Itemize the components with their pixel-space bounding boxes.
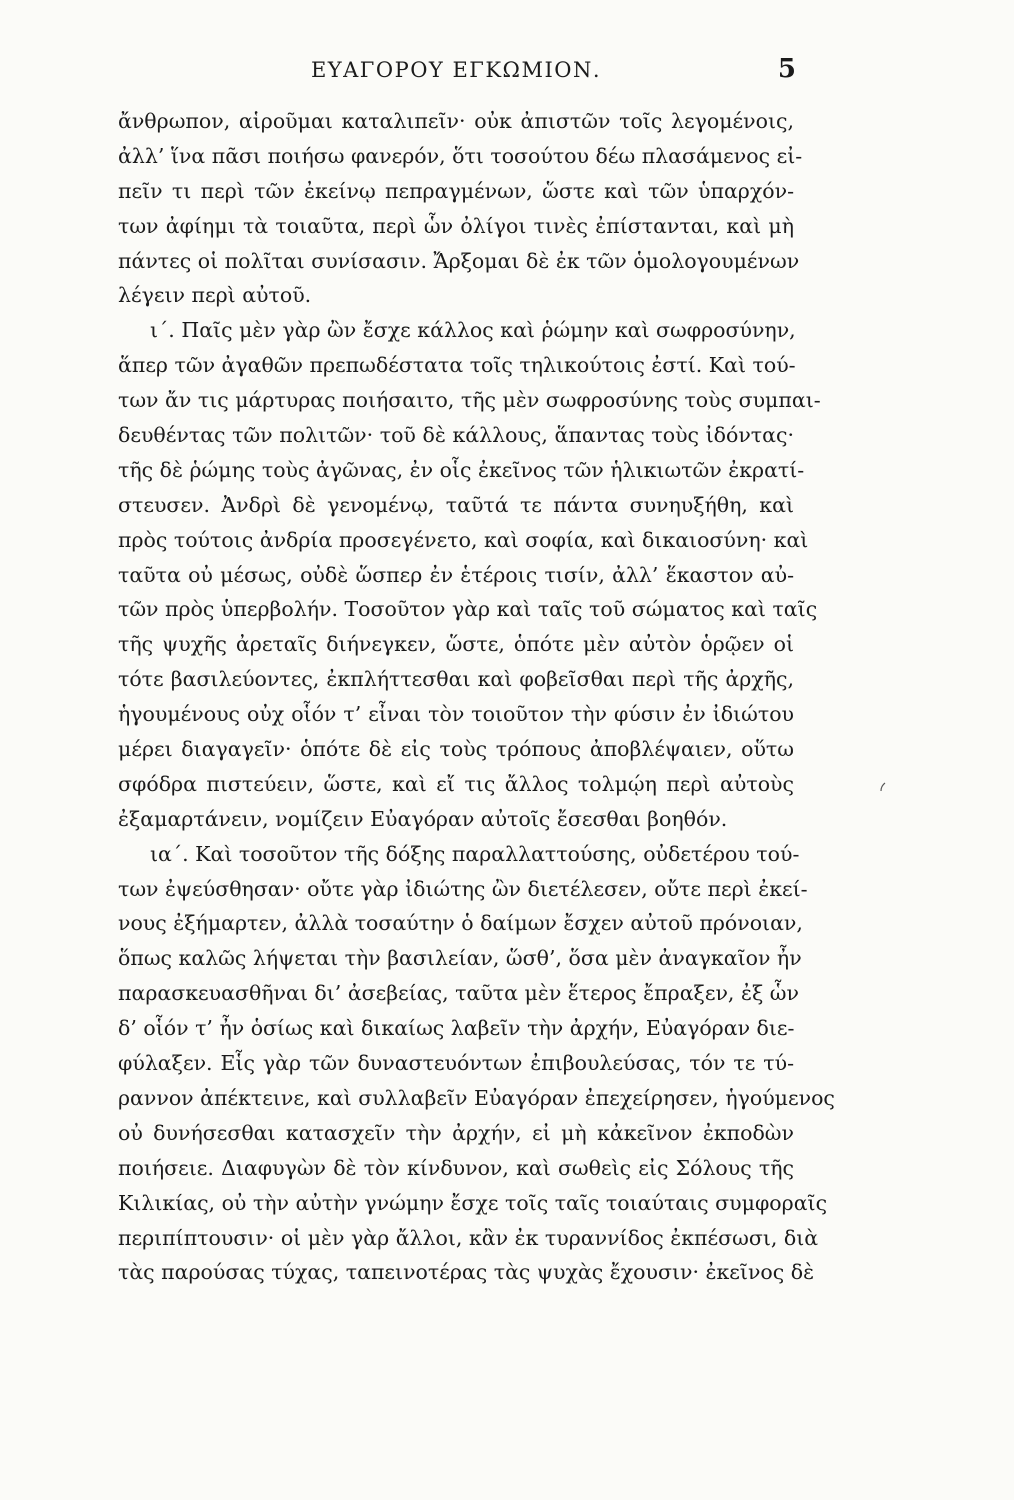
text-line: ἐξαμαρτάνειν, νομίζειν Εὐαγόραν αὐτοῖς ἔσεσθαι βοηθόν. [118, 806, 728, 831]
text-line: δ’ οἷόν τ’ ἦν ὁσίως καὶ δικαίως λαβεῖν τὴν ἀρχήν, Εὐαγόραν διε- [118, 1016, 795, 1041]
text-line: πάντες οἱ πολῖται συνίσασιν. Ἄρξομαι δὲ ἐκ τῶν ὁμολογουμένων [118, 248, 800, 273]
running-title: ΕΥΑΓΟΡΟΥ ΕΓΚΩΜΙΟΝ. [310, 58, 602, 82]
text-line: των ἐψεύσθησαν· οὔτε γὰρ ἰδιώτης ὢν διετέλεσεν, οὔτε περὶ ἐκεί- [118, 876, 808, 901]
text-line: στευσεν. Ἀνδρὶ δὲ γενομένῳ, ταῦτά τε πάντα συνηυξήθη, καὶ [118, 492, 794, 517]
text-line: ἄνθρωπον, αἱροῦμαι καταλιπεῖν· οὐκ ἀπιστῶν τοῖς λεγομένοις, [118, 109, 794, 133]
margin-mark-icon [879, 782, 887, 792]
text-line: ἅπερ τῶν ἀγαθῶν πρεπωδέστατα τοῖς τηλικούτοις ἐστί. Καὶ τού- [118, 353, 796, 378]
text-line: τῆς ψυχῆς ἀρεταῖς διήνεγκεν, ὥστε, ὁπότε μὲν αὐτὸν ὁρῷεν οἱ [118, 632, 794, 657]
text-line: ὅπως καλῶς λήψεται τὴν βασιλείαν, ὥσθ’, ὅσα μὲν ἀναγκαῖον ἦν [118, 946, 802, 971]
text-line: πρὸς τούτοις ἀνδρία προσεγένετο, καὶ σοφία, καὶ δικαιοσύνη· καὶ [118, 527, 809, 552]
text-line: τῶν πρὸς ὑπερβολήν. Τοσοῦτον γὰρ καὶ ταῖς τοῦ σώματος καὶ ταῖς [118, 597, 818, 622]
text-line: φύλαξεν. Εἷς γὰρ τῶν δυναστευόντων ἐπιβουλεύσας, τόν τε τύ- [118, 1051, 794, 1076]
page-header [118, 54, 796, 90]
text-line: τότε βασιλεύοντες, ἐκπλήττεσθαι καὶ φοβεῖσθαι περὶ τῆς ἀρχῆς, [118, 667, 794, 692]
text-line: οὐ δυνήσεσθαι κατασχεῖν τὴν ἀρχήν, εἰ μὴ κἀκεῖνον ἐκποδὼν [118, 1120, 794, 1145]
text-line: πεῖν τι περὶ τῶν ἐκείνῳ πεπραγμένων, ὥστε καὶ τῶν ὑπαρχόν- [118, 178, 794, 203]
text-line: των ἄν τις μάρτυρας ποιήσαιτο, τῆς μὲν σωφροσύνης τοὺς συμπαι- [118, 388, 821, 413]
text-line: λέγειν περὶ αὐτοῦ. [118, 283, 312, 308]
page-number: 5 [777, 54, 796, 84]
text-line: ἀλλ’ ἵνα πᾶσι ποιήσω φανερόν, ὅτι τοσούτου δέω πλασάμενος εἰ- [118, 143, 803, 168]
text-line: νους ἐξήμαρτεν, ἀλλὰ τοσαύτην ὁ δαίμων ἔσχεν αὐτοῦ πρόνοιαν, [118, 911, 803, 936]
text-line: ἡγουμένους οὐχ οἷόν τ’ εἶναι τὸν τοιοῦτον τὴν φύσιν ἐν ἰδιώτου [118, 702, 794, 727]
body-text [118, 104, 835, 1290]
text-line: ταῦτα οὐ μέσως, οὐδὲ ὥσπερ ἐν ἑτέροις τισίν, ἀλλ’ ἕκαστον αὐ- [118, 562, 794, 587]
text-line: μέρει διαγαγεῖν· ὁπότε δὲ εἰς τοὺς τρόπους ἀποβλέψαιεν, οὕτω [118, 737, 794, 762]
section-start-line: ια΄. Καὶ τοσοῦτον τῆς δόξης παραλλαττούσης, οὐδετέρου τού- [150, 841, 800, 866]
text-line: Κιλικίας, οὐ τὴν αὐτὴν γνώμην ἔσχε τοῖς ταῖς τοιαύταις συμφοραῖς [118, 1190, 828, 1215]
text-line: δευθέντας τῶν πολιτῶν· τοῦ δὲ κάλλους, ἅπαντας τοὺς ἰδόντας· [118, 423, 794, 448]
text-line: ποιήσειε. Διαφυγὼν δὲ τὸν κίνδυνον, καὶ σωθεὶς εἰς Σόλους τῆς [118, 1155, 794, 1180]
text-line: τῆς δὲ ῥώμης τοὺς ἀγῶνας, ἐν οἷς ἐκεῖνος τῶν ἡλικιωτῶν ἐκρατί- [118, 457, 805, 482]
section-start-line: ι΄. Παῖς μὲν γὰρ ὢν ἔσχε κάλλος καὶ ῥώμην καὶ σωφροσύνην, [150, 318, 796, 343]
text-line: σφόδρα πιστεύειν, ὥστε, καὶ εἴ τις ἄλλος τολμῴη περὶ αὐτοὺς [118, 771, 794, 796]
text-line: τὰς παρούσας τύχας, ταπεινοτέρας τὰς ψυχὰς ἔχουσιν· ἐκεῖνος δὲ [118, 1260, 815, 1285]
text-line: περιπίπτουσιν· οἱ μὲν γὰρ ἄλλοι, κἂν ἐκ τυραννίδος ἐκπέσωσι, διὰ [118, 1225, 819, 1250]
text-line: των ἀφίημι τὰ τοιαῦτα, περὶ ὧν ὀλίγοι τινὲς ἐπίστανται, καὶ μὴ [118, 213, 794, 238]
text-line: ραννον ἀπέκτεινε, καὶ συλλαβεῖν Εὐαγόραν ἐπεχείρησεν, ἡγούμενος [118, 1085, 835, 1110]
text-line: παρασκευασθῆναι δι’ ἀσεβείας, ταῦτα μὲν ἕτερος ἔπραξεν, ἐξ ὧν [118, 981, 799, 1006]
